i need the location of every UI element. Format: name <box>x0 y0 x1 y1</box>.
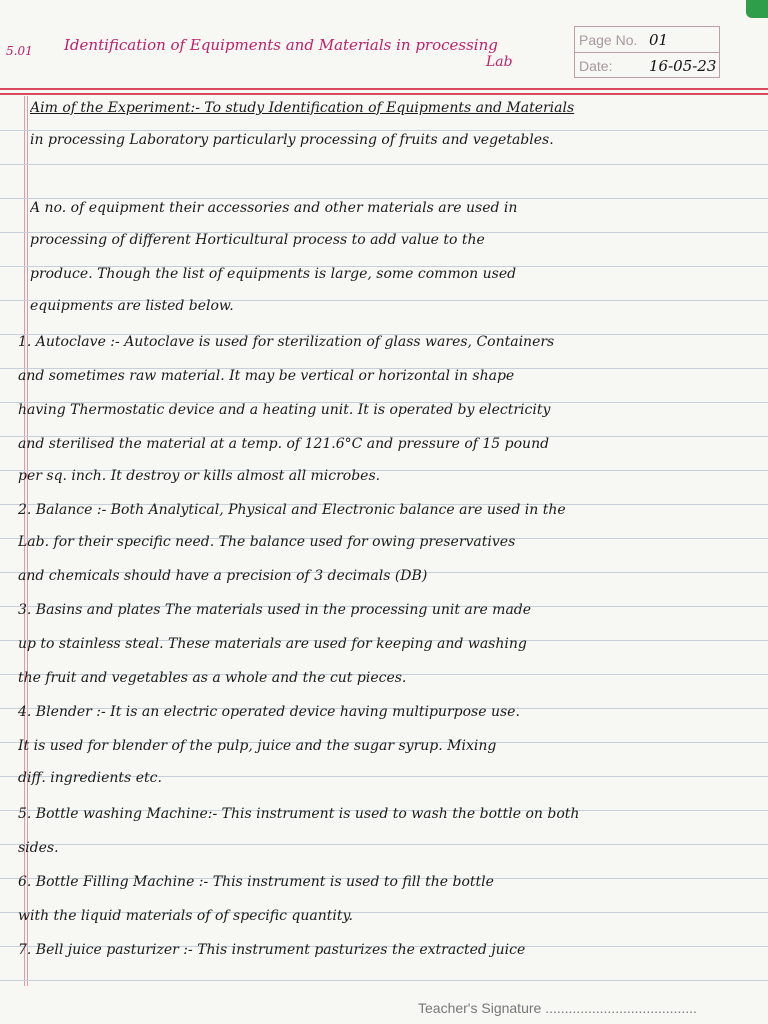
date-label: Date: <box>579 57 613 74</box>
text-line: processing of different Horticultural process to add value to the <box>30 232 485 248</box>
text-line <box>30 164 750 194</box>
experiment-number: 5.01 <box>6 44 33 58</box>
text-line: and sterilised the material at a temp. of 121.6°C and pressure of 15 pound <box>18 436 550 452</box>
text-line: produce. Though the list of equipments is large, some common used <box>30 266 517 282</box>
header-rule <box>0 88 768 90</box>
page-number-value: 01 <box>649 30 669 49</box>
ruled-line <box>0 130 768 131</box>
date-value: 16-05-23 <box>649 56 717 75</box>
date-row <box>575 53 719 78</box>
teacher-signature-label: Teacher's Signature ....................................... <box>418 1000 697 1016</box>
text-line: with the liquid materials of of specific quantity. <box>18 908 353 924</box>
text-line: diff. ingredients etc. <box>18 770 162 786</box>
text-line: 6. Bottle Filling Machine :- This instrument is used to fill the bottle <box>18 874 494 890</box>
text-line: Lab. for their specific need. The balance used for owing preservatives <box>18 534 516 550</box>
text-line: sides. <box>18 840 59 856</box>
page-tab-marker <box>746 0 768 18</box>
page-number-row <box>575 27 719 53</box>
text-line: having Thermostatic device and a heating unit. It is operated by electricity <box>18 402 551 418</box>
text-line: 5. Bottle washing Machine:- This instrument is used to wash the bottle on both <box>18 806 580 822</box>
text-line: 1. Autoclave :- Autoclave is used for sterilization of glass wares, Containers <box>18 334 555 350</box>
text-line: 7. Bell juice pasturizer :- This instrument pasturizes the extracted juice <box>18 942 526 958</box>
text-line: Aim of the Experiment:- To study Identification of Equipments and Materials <box>30 100 575 116</box>
text-line: A no. of equipment their accessories and other materials are used in <box>30 200 518 216</box>
text-line: It is used for blender of the pulp, juice and the sugar syrup. Mixing <box>18 738 497 754</box>
text-line: and chemicals should have a precision of 3 decimals (DB) <box>18 568 428 584</box>
text-line: the fruit and vegetables as a whole and the cut pieces. <box>18 670 407 686</box>
text-line: up to stainless steal. These materials are used for keeping and washing <box>18 636 527 652</box>
ruled-line <box>0 980 768 981</box>
ruled-line <box>0 198 768 199</box>
text-line: and sometimes raw material. It may be vertical or horizontal in shape <box>18 368 515 384</box>
text-line: in processing Laboratory particularly processing of fruits and vegetables. <box>30 132 554 148</box>
page-title: Identification of Equipments and Materials in processing <box>64 36 498 54</box>
text-line: per sq. inch. It destroy or kills almost all microbes. <box>18 468 381 484</box>
text-line: equipments are listed below. <box>30 298 234 314</box>
text-line: 3. Basins and plates The materials used in the processing unit are made <box>18 602 532 618</box>
text-line: 2. Balance :- Both Analytical, Physical and Electronic balance are used in the <box>18 502 566 518</box>
page-info-box <box>574 26 720 78</box>
page-title-continued: Lab <box>486 54 513 70</box>
text-line: 4. Blender :- It is an electric operated device having multipurpose use. <box>18 704 520 720</box>
page-number-label: Page No. <box>579 31 638 48</box>
header-rule-double <box>0 93 768 95</box>
